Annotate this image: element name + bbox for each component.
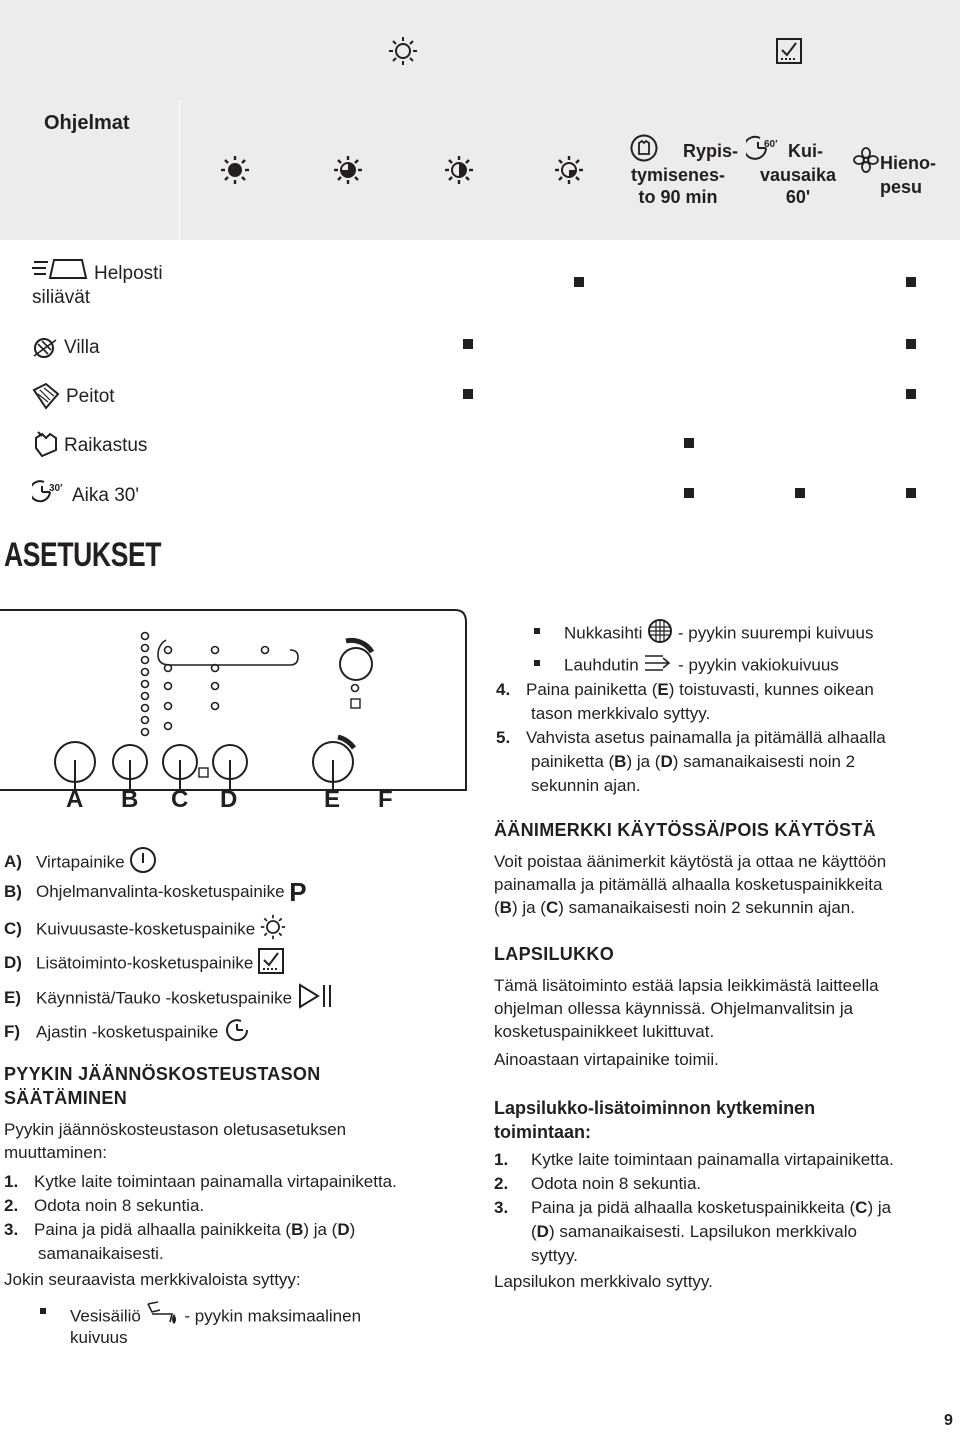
button-list-item: A) Virtapainike <box>4 846 157 880</box>
panel-label-c: C <box>171 786 189 813</box>
row-label-raikastus: Raikastus <box>64 435 148 456</box>
column-header-rypistymisenesto: Rypis- <box>682 141 738 161</box>
bullet-condenser: Lauhdutin - pyykin vakiokuivuus <box>564 652 839 680</box>
lock-step-3-cont: (D) samanaikaisesti. Lapsilukon merkkivalo <box>531 1222 857 1241</box>
sun-three-quarter-icon <box>333 155 363 190</box>
step-1: 1. Kytke laite toimintaan painamalla virtapainiketta. <box>4 1172 397 1191</box>
timer-30-icon <box>32 478 68 511</box>
row-mark <box>463 339 473 349</box>
row-label-silia: siliävät <box>32 287 91 308</box>
indicator-follow-text: Jokin seuraavista merkkivaloista syttyy: <box>4 1270 301 1289</box>
column-header-rypistymisenesto-cont: tymisenes- to 90 min <box>630 165 726 207</box>
residual-moisture-intro: Pyykin jäännöskosteustason oletusasetuksen muuttaminen: <box>4 1120 347 1162</box>
button-list-item: D) Lisätoiminto-kosketuspainike <box>4 948 284 980</box>
flower-icon <box>852 146 880 179</box>
bullet <box>534 628 540 634</box>
row-mark <box>906 339 916 349</box>
condenser-icon <box>643 652 673 680</box>
sun-icon <box>388 36 418 71</box>
row-mark <box>906 277 916 287</box>
sound-text: Voit poistaa äänimerkit käytöstä ja ottaa ne käyttöön painamalla ja pitämällä alhaalla kosketuspainikkeita (B) ja (C) samanaikaisesti noin 2 sekunnin ajan. <box>494 852 887 917</box>
column-header-hienopesu: Hieno- <box>880 153 936 173</box>
button-list-item: F) Ajastin -kosketuspainike <box>4 1016 251 1050</box>
row-label-villa: Villa <box>64 337 100 358</box>
lock-step-3-cont2: syttyy. <box>531 1246 578 1265</box>
column-header-hienopesu-cont: pesu <box>879 177 922 197</box>
bullet <box>534 660 540 666</box>
power-icon <box>129 846 157 880</box>
button-list-item: E) Käynnistä/Tauko -kosketuspainike <box>4 982 333 1016</box>
panel-label-b: B <box>121 786 139 813</box>
panel-label-e: E <box>324 786 341 813</box>
blanket-icon <box>32 382 60 415</box>
step-5: 5. Vahvista asetus painamalla ja pitämällä alhaalla <box>496 728 886 747</box>
row-mark <box>463 389 473 399</box>
row-label-aika30: Aika 30' <box>72 485 140 506</box>
row-label-helposti: Helposti <box>94 263 163 284</box>
sun-half-icon <box>444 155 474 190</box>
step-5-cont: painiketta (B) ja (D) samanaikaisesti noin 2 <box>531 752 856 771</box>
row-mark <box>795 488 805 498</box>
checkbox-icon <box>776 38 802 69</box>
play-pause-icon <box>297 982 333 1016</box>
row-mark <box>906 488 916 498</box>
button-list-item: C) Kuivuusaste-kosketuspainike <box>4 914 286 946</box>
child-lock-heading: LAPSILUKKO <box>494 944 614 964</box>
bullet <box>40 1308 46 1314</box>
table-divider <box>179 100 180 518</box>
section-title: ASETUKSET <box>4 536 162 574</box>
lock-step-3: 3. Paina ja pidä alhaalla kosketuspainikkeita (C) ja <box>494 1198 892 1217</box>
child-lock-note: Ainoastaan virtapainike toimii. <box>494 1050 719 1069</box>
timer-60-icon <box>746 134 786 167</box>
child-lock-text: Tämä lisätoiminto estää lapsia leikkimästä laitteella ohjelman ollessa käynnissä. Ohjelmanvalitsin ja kosketuspainikkeet lukittuvat. <box>494 976 879 1041</box>
iron-icon <box>32 256 88 287</box>
timer-icon <box>223 1016 251 1050</box>
button-list-item: B) Ohjelmanvalinta-kosketuspainike P <box>4 877 307 907</box>
column-header-kuivausaika: Kui- <box>788 141 823 161</box>
step-2: 2. Odota noin 8 sekuntia. <box>4 1196 205 1215</box>
panel-label-d: D <box>220 786 238 813</box>
filter-icon <box>647 618 673 650</box>
bullet-lint-filter: Nukkasihti - pyykin suurempi kuivuus <box>564 618 873 650</box>
water-tank-icon <box>146 1300 180 1334</box>
residual-moisture-heading: PYYKIN JÄÄNNÖSKOSTEUSTASON SÄÄTÄMINEN <box>4 1064 321 1108</box>
wool-icon <box>32 336 58 365</box>
row-mark <box>684 488 694 498</box>
child-lock-subheading: Lapsilukko-lisätoiminnon kytkeminen toimintaan: <box>494 1098 816 1142</box>
bullet-water-tank: Vesisäiliö - pyykin maksimaalinen <box>70 1300 361 1334</box>
checkbox-icon <box>258 948 284 980</box>
lock-step-1: 1. Kytke laite toimintaan painamalla virtapainiketta. <box>494 1150 894 1169</box>
panel-label-a: A <box>66 786 84 813</box>
step-4: 4. Paina painiketta (E) toistuvasti, kunnes oikean <box>496 680 874 699</box>
svg-text:30′: 30′ <box>49 483 63 494</box>
step-3-cont: samanaikaisesti. <box>38 1244 164 1263</box>
row-mark <box>684 438 694 448</box>
sound-heading: ÄÄNIMERKKI KÄYTÖSSÄ/POIS KÄYTÖSTÄ <box>494 820 876 840</box>
panel-label-f: F <box>378 786 393 813</box>
sun-icon <box>260 914 286 946</box>
table-header-label: Ohjelmat <box>44 112 130 134</box>
step-5-cont2: sekunnin ajan. <box>531 776 641 795</box>
bullet-water-tank-cont: kuivuus <box>70 1328 128 1347</box>
sun-low-icon <box>554 155 584 190</box>
sun-full-icon <box>220 155 250 190</box>
child-lock-final: Lapsilukon merkkivalo syttyy. <box>494 1272 713 1291</box>
row-label-peitot: Peitot <box>66 386 115 407</box>
lock-step-2: 2. Odota noin 8 sekuntia. <box>494 1174 702 1193</box>
svg-text:60′: 60′ <box>764 139 778 150</box>
column-header-kuivausaika-cont: vausaika 60' <box>759 165 837 207</box>
step-4-cont: tason merkkivalo syttyy. <box>531 704 711 723</box>
row-mark <box>906 389 916 399</box>
step-3: 3. Paina ja pidä alhaalla painikkeita (B) ja (D) <box>4 1220 356 1239</box>
refresh-icon <box>32 430 60 463</box>
page-number: 9 <box>944 1412 953 1429</box>
p-icon: P <box>289 877 307 907</box>
row-mark <box>574 277 584 287</box>
